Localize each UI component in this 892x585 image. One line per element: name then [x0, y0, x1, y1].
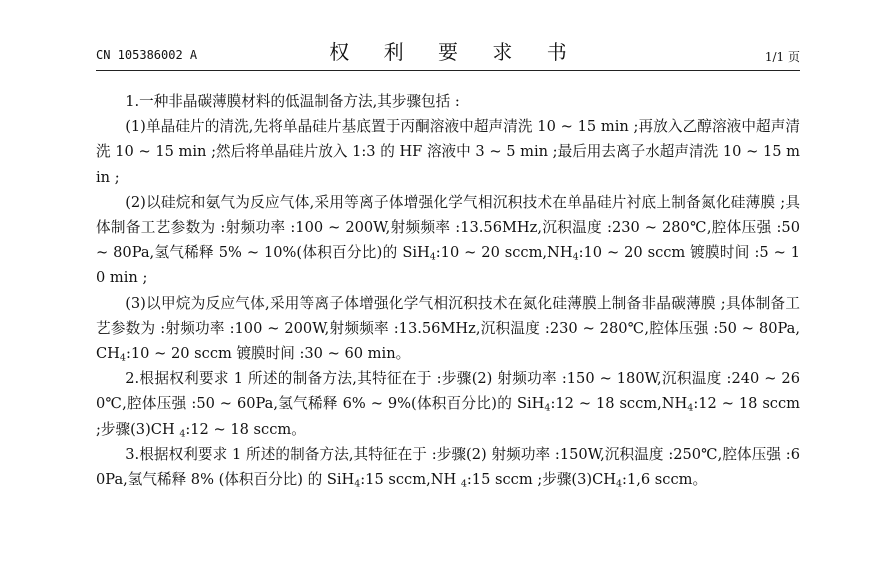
document-title: 权 利 要 求 书: [329, 40, 581, 64]
claim-1-step-1: (1)单晶硅片的清洗,先将单晶硅片基底置于丙酮溶液中超声清洗 10 ~ 15 min ;再放入乙醇溶液中超声清洗 10 ~ 15 min ;然后将单晶硅片放入 1:3 的 HF 溶液中 3 ~ 5 min ;最后用去离子水超声清洗 10 ~ 15 min ;: [96, 118, 800, 186]
page-number: 1/1 页: [764, 50, 800, 64]
header-rule: [96, 70, 800, 71]
document-number: CN 105386002 A: [96, 48, 198, 62]
claim-1-intro: 1.一种非晶碳薄膜材料的低温制备方法,其步骤包括 :: [125, 93, 460, 110]
claim-1-step-2: (2)以硅烷和氨气为反应气体,采用等离子体增强化学气相沉积技术在单晶硅片衬底上制备氮化硅薄膜 ;具体制备工艺参数为 :射频功率 :100 ~ 200W,射频频率 :13.56MHz,沉积温度 :230 ~ 280℃,腔体压强 :50 ~ 80Pa,氢气稀释 5% ~ 10%(体积百分比)的 SiH$_4$:10 ~ 20 $sccm,NH_4:10$ ~ 20 sccm 镀膜时间 :5 ~ 10 min ;: [96, 193, 800, 287]
claim-3: 3.根据权利要求 1 所述的制备方法,其特征在于 :步骤(2) 射频功率 :150W,沉积温度 :250℃,腔体压强 :60Pa,氢气稀释 8% (体积百分比) 的 SiH$_4$:15 sccm,NH $_4$:15 sccm ;步骤$(3)CH_4:1,6$ sccm。: [96, 445, 800, 490]
claim-2: 2.根据权利要求 1 所述的制备方法,其特征在于 :步骤(2) 射频功率 :150 ~ 180W,沉积温度 :240 ~ 260℃,腔体压强 :50 ~ 60Pa,氢气稀释 6% ~ 9%(体积百分比)的 SiH$_4$:12 ~ 18 $sccm,NH_4:12$ ~ 18 sccm ;步骤(3)CH $_4$:12 ~ 18 sccm。: [96, 370, 800, 439]
claims-body: [96, 89, 800, 492]
page-header: [96, 36, 800, 70]
claim-1-step-3: (3)以甲烷为反应气体,采用等离子体增强化学气相沉积技术在氮化硅薄膜上制备非晶碳薄膜 ;具体制备工艺参数为 :射频功率 :100 ~ 200W,射频频率 :13.56MHz,沉积温度 :230 ~ 280℃,腔体压强 :50 ~ $80Pa,CH_4:10$ ~ 20 sccm 镀膜时间 :30 ~ 60 min。: [96, 294, 800, 364]
